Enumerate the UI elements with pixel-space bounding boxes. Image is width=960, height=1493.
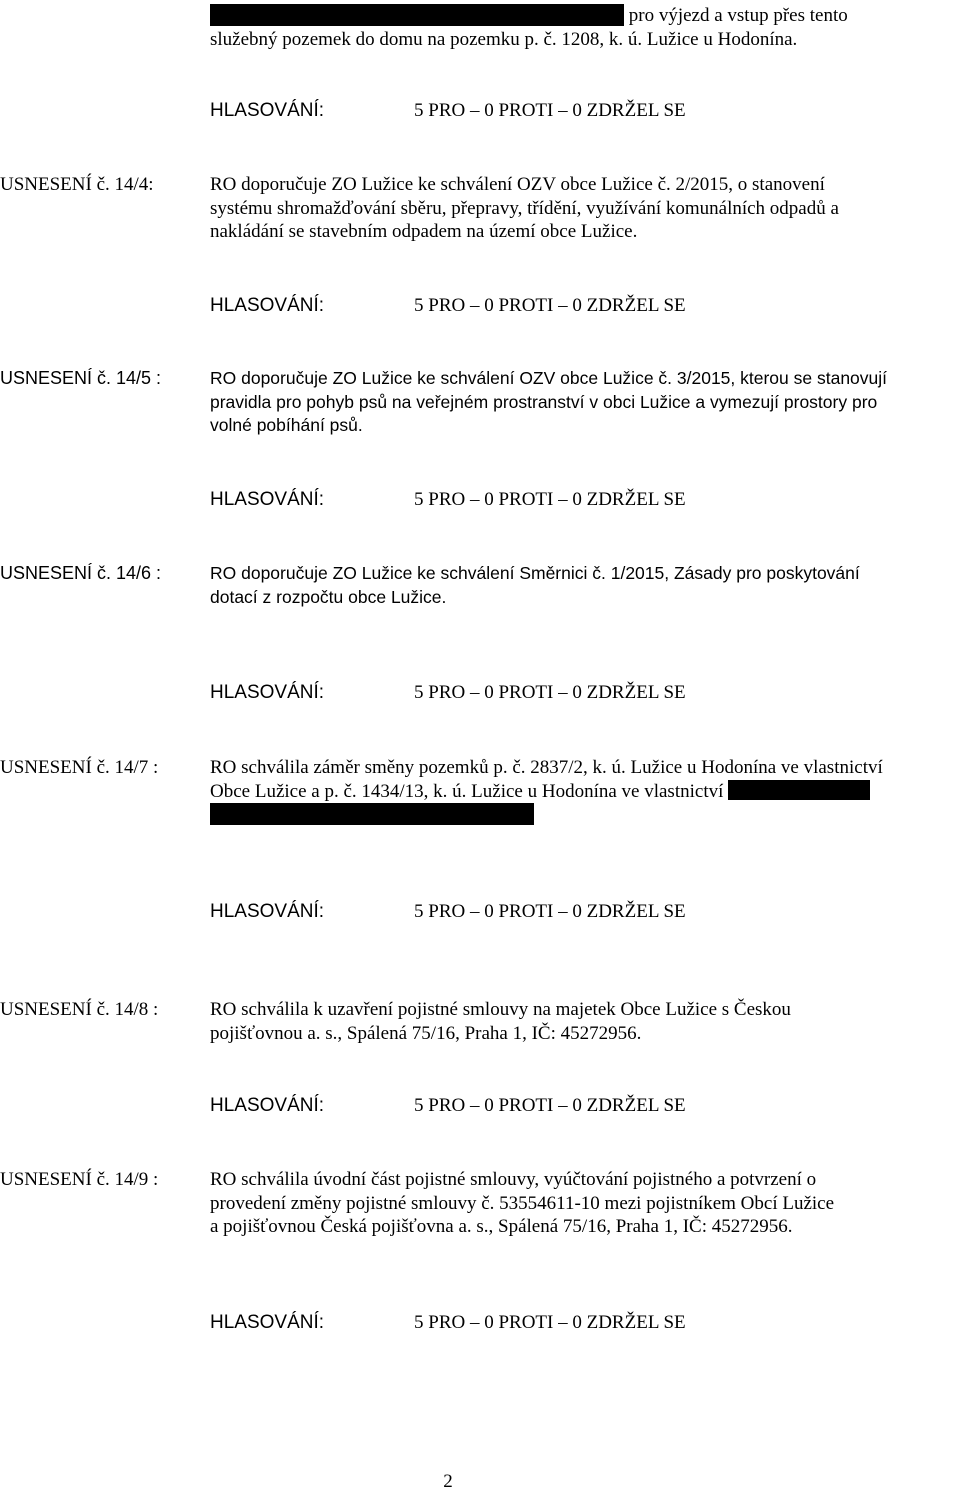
resolution-label-14-8: USNESENÍ č. 14/8 : <box>0 999 159 1020</box>
vote-result: 5 PRO – 0 PROTI – 0 ZDRŽEL SE <box>414 1312 686 1333</box>
resolution-label-14-4: USNESENÍ č. 14/4: <box>0 174 154 195</box>
vote-label: HLASOVÁNÍ: <box>210 682 325 703</box>
resolution-text-14-6: RO doporučuje ZO Lužice ke schválení Směrnici č. 1/2015, Zásady pro poskytování dotací z rozpočtu obce Lužice. <box>210 563 860 607</box>
intro-line-1: pro výjezd a vstup přes tento <box>210 4 955 28</box>
resolution-label-14-9: USNESENÍ č. 14/9 : <box>0 1169 159 1190</box>
vote-result: 5 PRO – 0 PROTI – 0 ZDRŽEL SE <box>414 295 686 316</box>
resolution-text-14-5: RO doporučuje ZO Lužice ke schválení OZV obce Lužice č. 3/2015, kterou se stanovují pravidla pro pohyb psů na veřejném prostranství v obci Lužice a vymezují prostory pro volné pobíhání psů. <box>210 368 888 435</box>
redaction-block <box>210 803 534 825</box>
vote-label: HLASOVÁNÍ: <box>210 1312 325 1333</box>
vote-label: HLASOVÁNÍ: <box>210 295 325 316</box>
vote-result: 5 PRO – 0 PROTI – 0 ZDRŽEL SE <box>414 682 686 703</box>
resolution-text-14-7: RO schválila záměr směny pozemků p. č. 2837/2, k. ú. Lužice u Hodonína ve vlastnictví Obce Lužice a p. č. 1434/13, k. ú. Lužice u Hodonína ve vlastnictví <box>210 756 955 827</box>
vote-result: 5 PRO – 0 PROTI – 0 ZDRŽEL SE <box>414 1095 686 1116</box>
vote-label: HLASOVÁNÍ: <box>210 489 325 510</box>
resolution-label-14-7: USNESENÍ č. 14/7 : <box>0 757 159 778</box>
resolution-text-14-4: RO doporučuje ZO Lužice ke schválení OZV obce Lužice č. 2/2015, o stanovení systému shromažďování sběru, přepravy, třídění, využívání komunálních odpadů a nakládání se stavebním odpadem na území obce Lužice. <box>210 174 839 242</box>
resolution-text-14-9: RO schválila úvodní část pojistné smlouvy, vyúčtování pojistného a potvrzení o provedení změny pojistné smlouvy č. 53554611-10 mezi pojistníkem Obcí Lužice a pojišťovnou Česká pojišťovna a. s., Spálená 75/16, Praha 1, IČ: 45272956. <box>210 1169 835 1237</box>
resolution-label-14-5: USNESENÍ č. 14/5 : <box>0 368 162 388</box>
resolution-label-14-6: USNESENÍ č. 14/6 : <box>0 563 162 583</box>
redaction-block <box>728 780 870 800</box>
intro-line-2: služebný pozemek do domu na pozemku p. č. 1208, k. ú. Lužice u Hodonína. <box>210 28 798 50</box>
redaction-block <box>210 4 624 26</box>
intro-paragraph <box>210 4 955 51</box>
page-number: 2 <box>443 1471 453 1492</box>
vote-label: HLASOVÁNÍ: <box>210 100 325 121</box>
vote-result: 5 PRO – 0 PROTI – 0 ZDRŽEL SE <box>414 901 686 922</box>
vote-label: HLASOVÁNÍ: <box>210 1095 325 1116</box>
resolution-text-14-8: RO schválila k uzavření pojistné smlouvy na majetek Obce Lužice s Českou pojišťovnou a. s., Spálená 75/16, Praha 1, IČ: 45272956. <box>210 999 791 1044</box>
vote-result: 5 PRO – 0 PROTI – 0 ZDRŽEL SE <box>414 100 686 121</box>
vote-label: HLASOVÁNÍ: <box>210 901 325 922</box>
vote-result: 5 PRO – 0 PROTI – 0 ZDRŽEL SE <box>414 489 686 510</box>
